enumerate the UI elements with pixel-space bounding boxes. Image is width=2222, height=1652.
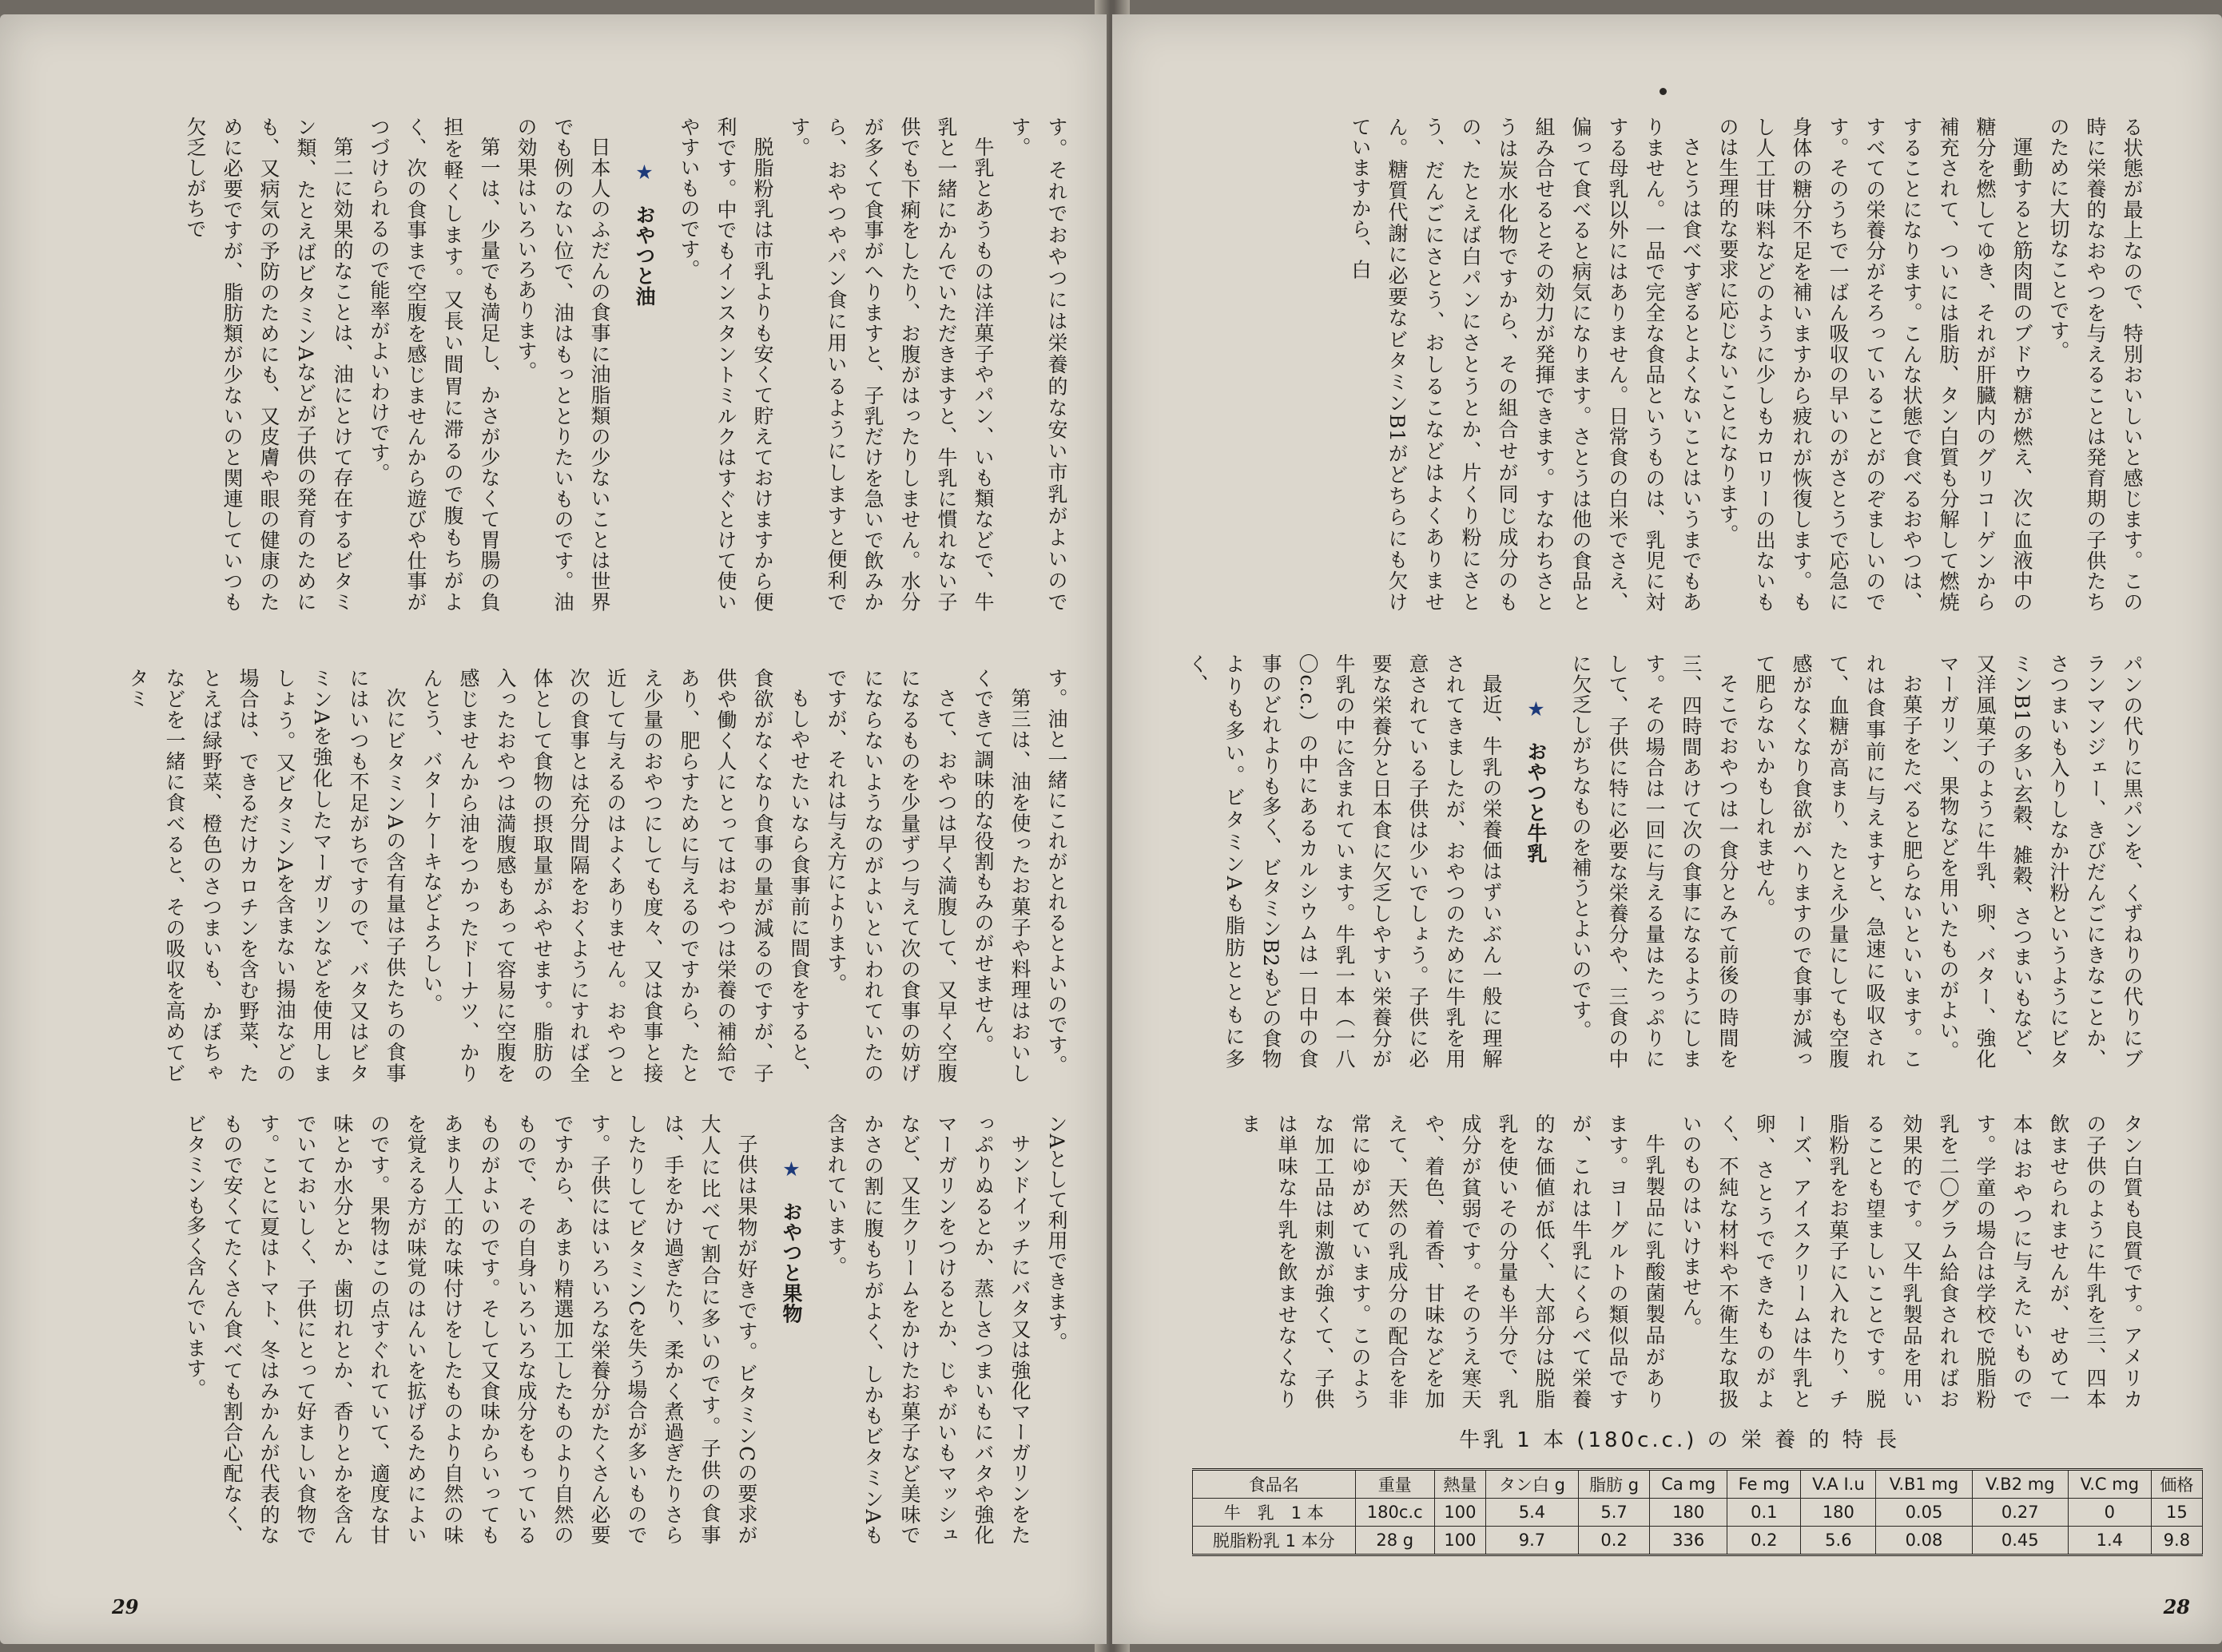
paragraph: 第二に効果的なことは、油にとけて存在するビタミン類、たとえばビタミンAなどが子供の発育のためにも、又病気の予防のためにも、又皮膚や眼の健康のために必要ですが、脂肪類が少ないのと関連していつも欠乏しがちで <box>184 117 354 613</box>
paragraph: さて、おやつは早く満腹して、又早く空腹になるものを少量ずつ与えて次の食事の妨げにならないようなのがよいといわれていたのですが、それは与え方によります。 <box>825 668 958 1084</box>
paragraph: す。油と一緒にこれがとれるとよいのです。 <box>1045 668 1068 1075</box>
left-top-text-block <box>84 117 1075 612</box>
right-middle-text-block <box>1186 653 2150 1069</box>
page-number-left: 29 <box>112 1595 139 1618</box>
table-cell: 9.8 <box>2151 1527 2202 1555</box>
header-vitamin-a: V.A I.u <box>1801 1470 1876 1499</box>
table-cell: 28 g <box>1355 1527 1434 1555</box>
heading-fruit-label: おやつと果物 <box>780 1201 803 1324</box>
header-calcium: Ca mg <box>1650 1470 1727 1499</box>
table-cell: 0.2 <box>1578 1527 1649 1555</box>
binding-hole <box>1660 88 1667 95</box>
paragraph: さとうは食べすぎるとよくないことはいうまでもありません。一品で完全な食品というものは、乳児に対する母乳以外にはありません。日常食の白米でさえ、偏って食べると病気になります。さとうは他の食品と組み合せるとその効力が発揮できます。すなわちさとうは炭水化物ですから、その組合せが同じ成分のもの、たとえば白パンにさとうとか、片くり粉にさとう、だんごにさとう、おしるこなどはよくありません。糖質代謝に必要なビタミンB1がどちらにも欠けていますから、白 <box>1349 117 1703 613</box>
header-vitamin-b2: V.B2 mg <box>1972 1470 2068 1499</box>
left-middle-text-block <box>84 668 1075 1083</box>
table-cell: 5.6 <box>1801 1527 1876 1555</box>
table-row <box>1193 1499 2203 1527</box>
header-weight: 重量 <box>1355 1470 1434 1499</box>
header-calories: 熱量 <box>1434 1470 1485 1499</box>
left-page <box>0 14 1107 1644</box>
table-cell: 脱脂粉乳 1 本分 <box>1193 1527 1356 1555</box>
paragraph: 第一は、少量でも満足し、かさが少なくて胃腸の負担を軽くします。又長い間胃に滞るので腹もちがよく、次の食事まで空腹を感じませんから遊びや仕事がつづけられるので能率がよいわけです。 <box>368 117 501 612</box>
paragraph: す。それでおやつには栄養的な安い市乳がよいのです。 <box>1008 117 1068 612</box>
table-row <box>1193 1527 2203 1555</box>
paragraph: ンAとして利用できます。 <box>1045 1114 1068 1353</box>
paragraph: 運動すると筋肉間のブドウ糖が燃え、次に血液中の糖分を燃してゆき、それが肝臓内のグリコーゲンから補充されて、ついには脂肪、タン白質も分解して燃焼することになります。こんな状態で食べるおやつは、すべての栄養分がそろっていることがのぞましいのです。そのうちで一ばん吸収の早いのがさとうで応急に身体の糖分不足を補いますから疲れが恢復します。もし人工甘味料などのように少しもカロリーの出ないものは生理的な要求に応じないことになります。 <box>1716 117 2033 613</box>
heading-milk <box>1517 653 1554 1069</box>
table-cell: 180 <box>1650 1499 1727 1527</box>
paragraph: お菓子をたべると肥らないといいます。これは食事前に与えますと、急速に吸収されて、血糖が高まり、たとえ少量にしても空腹感がなくなり食欲がへりますので食事が減って肥らないかもしれません。 <box>1753 653 1923 1069</box>
heading-oil <box>626 117 662 612</box>
star-icon: ★ <box>780 1158 803 1181</box>
paragraph: サンドイッチにバタ又は強化マーガリンをたっぷりぬるとか、蒸しさつまいもにバタや強化マーガリンをつけるとか、じゃがいもマッシュなど、又生クリームをかけたお菓子など美味でかさの割に腹もちがよく、しかもビタミンAも含まれています。 <box>825 1114 1032 1545</box>
paragraph: パンの代りに黒パンを、くずねりの代りにブランマンジェー、きびだんごにきなことか、さつまいも入りしなか汁粉というようにビタミンB1の多い玄穀、雑穀、さつまいもなど、又洋風菓子のように牛乳、卵、バター、強化マーガリン、果物などを用いたものがよい。 <box>1937 653 2144 1069</box>
paragraph: 次にビタミンAの含有量は子供たちの食事にはいつも不足がちですので、バタ又はビタミンAを強化したマーガリンなどを使用しましょう。又ビタミンAを含まない揚油などの場合は、できるだけカロチンを含む野菜、たとえば緑野菜、橙色のさつまいも、かぼちゃなどを一緒に食べると、その吸収を高めてビタミ <box>126 668 407 1083</box>
paragraph: 牛乳製品に乳酸菌製品があります。ヨーグルトの類似品ですが、これは牛乳にくらべて栄養的な価値が低く、大部分は脱脂乳を使いその分量も半分で、乳成分が貧弱です。そのうえ寒天や、着色、着香、甘味などを加えて、天然の乳成分の配合を非常にゆがめています。このような加工品は刺激が強くて、子供は単味な牛乳を飲ませなくなりま <box>1238 1114 1666 1409</box>
right-page <box>1112 14 2222 1644</box>
paragraph: る状態が最上なので、特別おいしいと感じます。この時に栄養的なおやつを与えることは発育期の子供たちのために大切なことです。 <box>2047 117 2144 612</box>
table-cell: 100 <box>1434 1527 1485 1555</box>
table-cell: 15 <box>2151 1499 2202 1527</box>
table-cell: 0.45 <box>1972 1527 2068 1555</box>
table-cell: 100 <box>1434 1499 1485 1527</box>
table-cell: 0.27 <box>1972 1499 2068 1527</box>
paragraph: 牛乳とあうものは洋菓子やパン、いも類などで、牛乳と一緒にかんでいただきますと、牛乳に慣れない子供でも下痢をしたり、お腹がはったりしません。水分が多くて食事がへりますと、子乳だけを急いで飲みから、おやつやパン食に用いるようにしますと便利です。 <box>788 117 995 612</box>
table-cell: 0.05 <box>1876 1499 1972 1527</box>
header-iron: Fe mg <box>1727 1470 1801 1499</box>
paragraph: 日本人のふだんの食事に油脂類の少ないことは世界でも例のない位で、油はもっととりたいものです。油の効果はいろいろあります。 <box>515 117 611 612</box>
heading-milk-label: おやつと牛乳 <box>1524 741 1548 864</box>
table-cell: 0.1 <box>1727 1499 1801 1527</box>
table-header-row <box>1193 1470 2203 1499</box>
paragraph: 最近、牛乳の栄養価はずいぶん一般に理解されてきましたが、おやつのために牛乳を用意されている子供は少いでしょう。子供に必要な栄養分と日本食に欠乏しやすい栄養分が牛乳の中に含まれています。牛乳一本（一八〇c.c.）の中にあるカルシウムは一日中の食事のどれよりも多く、ビタミンB2もどの食物よりも多い。ビタミンAも脂肪とともに多く、 <box>1186 653 1503 1069</box>
table-cell: 0 <box>2068 1499 2151 1527</box>
table-cell: 9.7 <box>1486 1527 1579 1555</box>
header-vitamin-b1: V.B1 mg <box>1876 1470 1972 1499</box>
header-food-name: 食品名 <box>1193 1470 1356 1499</box>
star-icon: ★ <box>633 161 656 185</box>
header-vitamin-c: V.C mg <box>2068 1470 2151 1499</box>
table-cell: 180c.c <box>1355 1499 1434 1527</box>
nutrition-table <box>1192 1468 2203 1556</box>
paragraph: そこでおやつは一食分とみて前後の時間を三、四時間あけて次の食事になるようにします。その場合は一回に与える量はたっぷりにして、子供に特に必要な栄養分や、三食の中に欠乏しがちなものを補うとよいのです。 <box>1569 653 1739 1069</box>
table-cell: 牛 乳 1 本 <box>1193 1499 1356 1527</box>
paragraph: 子供は果物が好きです。ビタミンCの要求が大人に比べて割合に多いのです。子供の食事は、手をかけ過ぎたり、柔かく煮過ぎたりさらしたりしてビタミンCを失う場合が多いものです。子供にはいろいろな栄養分がたくさん必要ですから、あまり精選加工したものより自然のもので、その自身いろいろな成分をもっているものがよいのです。そして又食味からいってもあまり人工的な味付けをしたものより自然の味を覚える方が味覚のはんいを拡げるためによいのです。果物はこの点すぐれていて、適度な甘味とか水分とか、歯切れとか、香りとかを含んでいておいしく、子供にとって好ましい食物です。ことに夏はトマト、冬はみかんが代表的なもので安くてたくさん食べても割合心配なく、ビタミンも多く含んでいます。 <box>184 1114 758 1545</box>
paragraph: 脱脂粉乳は市乳よりも安くて貯えておけますから便利です。中でもインスタントミルクはすぐとけて使いやすいものです。 <box>678 117 774 612</box>
table-title: 牛乳 1 本 (180c.c.) の 栄 養 的 特 長 <box>1459 1428 1900 1452</box>
right-bottom-text-block <box>1191 1114 2150 1409</box>
right-top-text-block <box>1191 117 2150 612</box>
heading-fruit <box>773 1114 809 1545</box>
heading-oil-label: おやつと油 <box>633 205 656 307</box>
table-cell: 180 <box>1801 1499 1876 1527</box>
star-icon: ★ <box>1524 697 1548 721</box>
table-cell: 0.2 <box>1727 1527 1801 1555</box>
paragraph: 第三は、油を使ったお菓子や料理はおいしくできて調味的な役割もみのがせません。 <box>972 668 1032 1083</box>
header-fat: 脂肪 g <box>1578 1470 1649 1499</box>
table-cell: 5.7 <box>1578 1499 1649 1527</box>
header-protein: タン白 g <box>1486 1470 1579 1499</box>
table-cell: 0.08 <box>1876 1527 1972 1555</box>
table-cell: 5.4 <box>1486 1499 1579 1527</box>
left-bottom-text-block <box>84 1114 1075 1545</box>
header-price: 価格 <box>2151 1470 2202 1499</box>
paragraph: タン白質も良質です。アメリカの子供のように牛乳を三、四本飲ませられませんが、せめて一本はおやつに与えたいものです。学童の場合は学校で脱脂粉乳を二〇グラム給食されればお効果的です。又牛乳製品を用いることも望ましいことです。脱脂粉乳をお菓子に入れたり、チーズ、アイスクリームは牛乳と卵、さとうでできたものがよく、不純な材料や不衛生な取扱いのものはいけません。 <box>1679 1114 2144 1409</box>
paragraph: もしやせたいなら食事前に間食をすると、食欲がなくなり食事の量が減るのですが、子供や働く人にとってはおやつは栄養の補給であり、肥らすために与えるのですから、たとえ少量のおやつにしても度々、又は食事と接近して与えるのはよくありません。おやつと次の食事とは充分間隔をおくようにすれば全体として食物の摂取量がふやせます。脂肪の入ったおやつは満腹感もあって容易に空腹を感じませんから油をつかったドーナツ、かりんとう、バターケーキなどよろしい。 <box>420 668 811 1083</box>
table-cell: 336 <box>1650 1527 1727 1555</box>
page-number-right: 28 <box>2163 1595 2190 1618</box>
table-cell: 1.4 <box>2068 1527 2151 1555</box>
